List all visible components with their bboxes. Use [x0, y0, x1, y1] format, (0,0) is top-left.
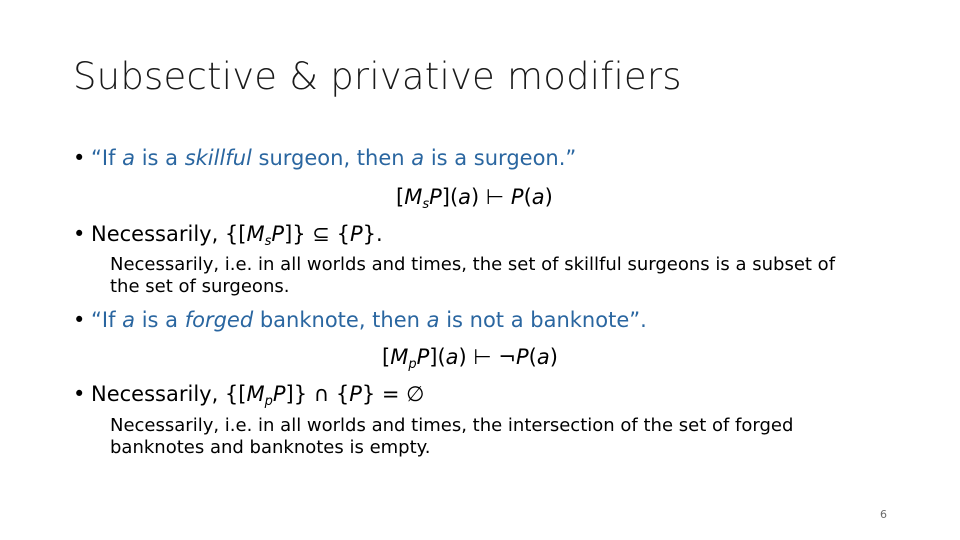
note-intersection-explanation: [110, 415, 793, 459]
bullet-forged-banknote: [73, 308, 647, 332]
note-line: Necessarily, i.e. in all worlds and times, the intersection of the set of forged: [110, 415, 794, 436]
note-line: the set of surgeons.: [110, 276, 290, 297]
formula-subsective: $[M_sP](a)$ ⊢ P(a): [396, 185, 553, 212]
bullet-intersection: • Necessarily, $\{[M_pP]\}$ ∩ {P} = ∅: [73, 382, 425, 409]
bullet-skillful-surgeon: [73, 146, 576, 170]
bullet-dot: •: [73, 382, 86, 406]
formula-privative: $[M_pP](a)$ ⊢ ¬P(a): [382, 345, 558, 372]
note-line: Necessarily, i.e. in all worlds and times, the set of skillful surgeons is a subset of: [110, 254, 836, 275]
page-number: 6: [880, 508, 887, 521]
bullet-dot: •: [73, 222, 86, 246]
slide-title: Subsective & privative modifiers: [73, 55, 682, 98]
bullet-dot: •: [73, 308, 86, 332]
bullet-text: “If a is a skillful surgeon, then a is a surgeon.”: [91, 146, 577, 170]
note-line: banknotes and banknotes is empty.: [110, 437, 431, 458]
bullet-dot: •: [73, 146, 86, 170]
bullet-subset: • Necessarily, $\{[M_sP]\}$ ⊆ {P}.: [73, 222, 383, 249]
bullet-text: “If a is a forged banknote, then a is not a banknote”.: [91, 308, 647, 332]
note-subset-explanation: [110, 254, 835, 298]
